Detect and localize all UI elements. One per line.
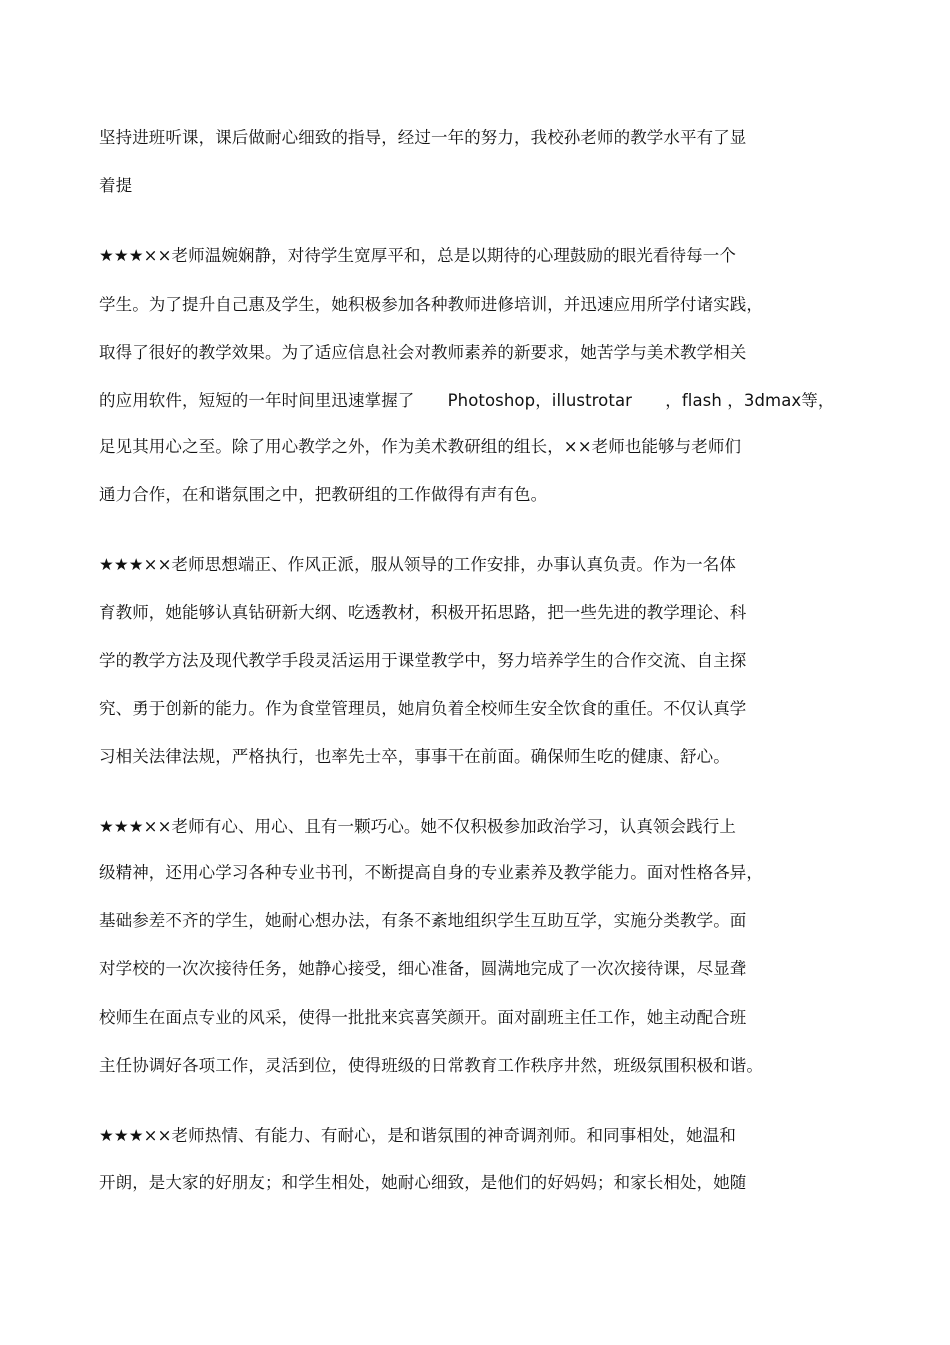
paragraph-3-line-1: ★★★××老师思想端正、作风正派，服从领导的工作安排，办事认真负责。作为一名体	[99, 555, 736, 574]
paragraph-2-line-4: 的应用软件，短短的一年时间里迅速掌握了 Photoshop，illustrotar ，flash ，3dmax等，	[99, 391, 835, 410]
paragraph-2-line-3: 取得了很好的教学效果。为了适应信息社会对教师素养的新要求，她苦学与美术教学相关	[99, 343, 747, 362]
paragraph-4-line-6: 主任协调好各项工作，灵活到位，使得班级的日常教育工作秩序井然，班级氛围积极和谐。	[99, 1056, 763, 1075]
paragraph-3-line-4: 究、勇于创新的能力。作为食堂管理员，她肩负着全校师生安全饮食的重任。不仅认真学	[99, 699, 747, 718]
paragraph-4-line-1: ★★★××老师有心、用心、且有一颗巧心。她不仅积极参加政治学习，认真领会践行上	[99, 817, 736, 836]
paragraph-5-line-1: ★★★××老师热情、有能力、有耐心，是和谐氛围的神奇调剂师。和同事相处，她温和	[99, 1126, 736, 1145]
paragraph-4-line-2: 级精神，还用心学习各种专业书刊，不断提高自身的专业素养及教学能力。面对性格各异，	[99, 863, 763, 882]
paragraph-2-line-2: 学生。为了提升自己惠及学生，她积极参加各种教师进修培训，并迅速应用所学付诸实践，	[99, 295, 763, 314]
paragraph-4-line-4: 对学校的一次次接待任务，她静心接受，细心准备，圆满地完成了一次次接待课，尽显聋	[99, 959, 747, 978]
paragraph-3-line-5: 习相关法律法规，严格执行，也率先士卒，事事干在前面。确保师生吃的健康、舒心。	[99, 747, 730, 766]
paragraph-4-line-5: 校师生在面点专业的风采，使得一批批来宾喜笑颜开。面对副班主任工作，她主动配合班	[99, 1008, 747, 1027]
paragraph-2-line-1: ★★★××老师温婉娴静，对待学生宽厚平和，总是以期待的心理鼓励的眼光看待每一个	[99, 246, 736, 265]
paragraph-3-line-3: 学的教学方法及现代教学手段灵活运用于课堂教学中，努力培养学生的合作交流、自主探	[99, 651, 747, 670]
paragraph-3-line-2: 育教师，她能够认真钻研新大纲、吃透教材，积极开拓思路，把一些先进的教学理论、科	[99, 603, 747, 622]
paragraph-5-line-2: 开朗，是大家的好朋友；和学生相处，她耐心细致，是他们的好妈妈；和家长相处，她随	[99, 1173, 747, 1192]
paragraph-2-line-6: 通力合作，在和谐氛围之中，把教研组的工作做得有声有色。	[99, 485, 548, 504]
paragraph-1-line-2: 着提	[99, 176, 133, 195]
paragraph-1-line-1: 坚持进班听课，课后做耐心细致的指导，经过一年的努力，我校孙老师的教学水平有了显	[99, 128, 747, 147]
paragraph-4-line-3: 基础参差不齐的学生，她耐心想办法，有条不紊地组织学生互助互学，实施分类教学。面	[99, 911, 747, 930]
paragraph-2-line-5: 足见其用心之至。除了用心教学之外，作为美术教研组的组长，××老师也能够与老师们	[99, 437, 742, 456]
